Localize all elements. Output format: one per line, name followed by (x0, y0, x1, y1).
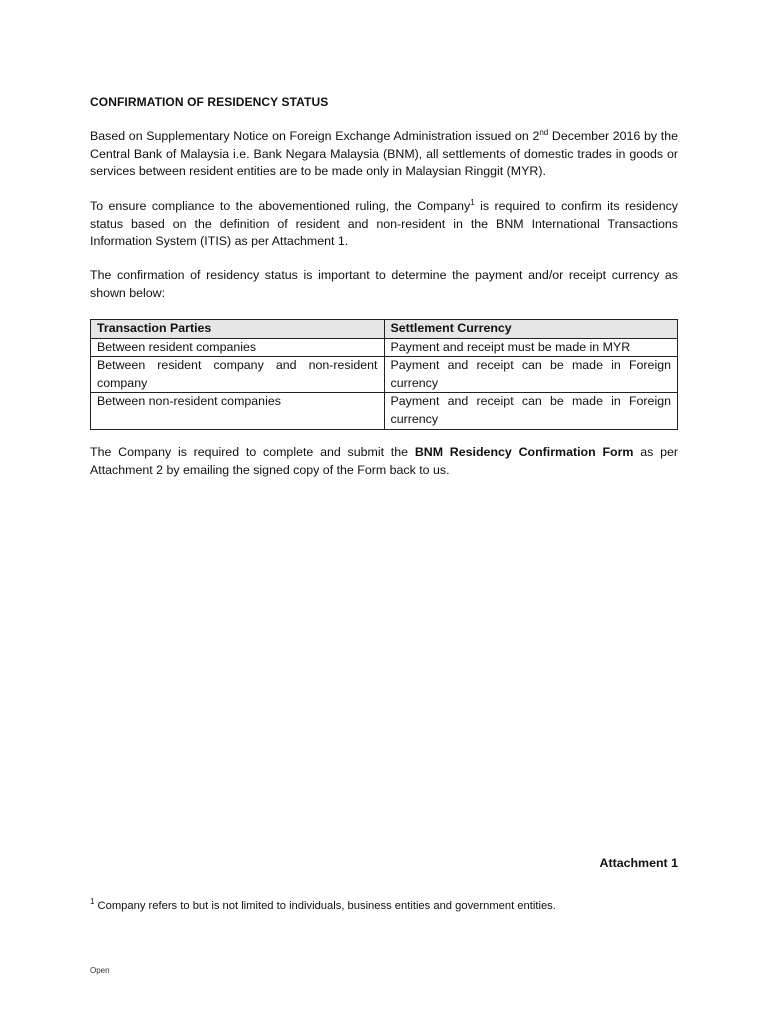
paragraph-compliance (90, 198, 678, 251)
table-row (91, 393, 678, 429)
footnote (90, 897, 556, 912)
table-cell: Between resident companies (91, 338, 385, 357)
attachment-label: Attachment 1 (599, 856, 678, 870)
table-row (91, 357, 678, 393)
table-cell: Payment and receipt can be made in Foreign currency (384, 357, 678, 393)
paragraph-intro-text-b: December 2016 by the Central Bank of Malaysia i.e. Bank Negara Malaysia (BNM), all settlements of domestic trades in goods or services between resident entities are to be made only in Malaysian Ringgit (MYR). (90, 129, 678, 179)
table-header-row (91, 320, 678, 339)
classification-label: Open (90, 966, 110, 975)
paragraph-submission-text-a: The Company is required to complete and submit the (90, 445, 415, 459)
page-title: CONFIRMATION OF RESIDENCY STATUS (90, 95, 329, 109)
footnote-marker: 1 (90, 897, 95, 906)
footnote-reference: 1 (470, 198, 475, 207)
footnote-text: Company refers to but is not limited to individuals, business entities and government entities. (94, 900, 556, 912)
table-cell: Payment and receipt can be made in Foreign currency (384, 393, 678, 429)
paragraph-intro-text-a: Based on Supplementary Notice on Foreign Exchange Administration issued on 2 (90, 129, 540, 143)
table-row (91, 338, 678, 357)
ordinal-suffix: nd (539, 128, 549, 137)
paragraph-submission-text-b: as per Attachment 2 by emailing the signed copy of the Form back to us. (90, 445, 678, 477)
document-page (90, 0, 678, 1024)
table-cell: Between resident company and non-resident company (91, 357, 385, 393)
paragraph-compliance-text-b: is required to confirm its residency status based on the definition of resident and non-resident in the BNM International Transactions Information System (ITIS) as per Attachment 1. (90, 199, 678, 249)
paragraph-compliance-text-a: To ensure compliance to the abovementioned ruling, the Company (90, 199, 471, 213)
table-cell: Payment and receipt must be made in MYR (384, 338, 678, 357)
table-cell: Between non-resident companies (91, 393, 385, 429)
form-name: BNM Residency Confirmation Form (414, 445, 634, 459)
settlement-table (90, 319, 678, 430)
paragraph-submission (90, 444, 678, 479)
table-header-cell: Transaction Parties (91, 320, 385, 339)
paragraph-importance: The confirmation of residency status is important to determine the payment and/or receipt currency as shown below: (90, 268, 678, 300)
table-header-cell: Settlement Currency (384, 320, 678, 339)
paragraph-intro (90, 128, 678, 181)
